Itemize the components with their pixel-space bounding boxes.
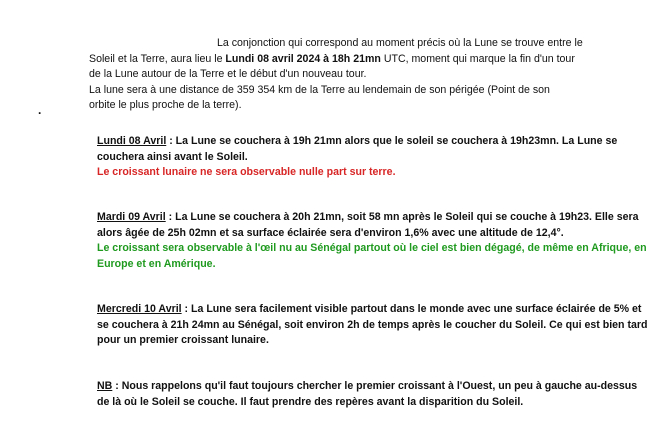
section-text: : La Lune sera facilement visible partout dans le monde avec une surface éclairée de 5% et se couchera à 21h 24mn au Sénégal, soit environ 2h de temps après le coucher du Soleil. Ce qui est bien tard pour un premier croissant lunaire.: [97, 303, 648, 346]
intro-line-4: La lune sera à une distance de 359 354 km de la Terre au lendemain de son périgée (Point de son: [89, 83, 550, 96]
intro-line-2-end: UTC, moment qui marque la fin d'un tour: [380, 52, 575, 65]
section-tuesday: [97, 210, 657, 272]
section-note-green: Le croissant sera observable à l'œil nu au Sénégal partout où le ciel est bien dégagé, de même en Afrique, en Europe et en Amérique.: [97, 242, 647, 270]
section-nb: [97, 379, 652, 410]
section-date: NB: [97, 380, 113, 392]
section-text: : La Lune se couchera à 20h 21mn, soit 58 mn après le Soleil qui se couche à 19h23. Elle sera alors âgée de 25h 02mn et sa surface éclairée sera d'environ 1,6% avec une altitude de 12,4°.: [97, 211, 639, 239]
section-date: Mardi 09 Avril: [97, 211, 166, 223]
section-note-red: Le croissant lunaire ne sera observable nulle part sur terre.: [97, 166, 396, 178]
intro-paragraph: [89, 36, 649, 114]
section-text: : La Lune se couchera à 19h 21mn alors que le soleil se couchera à 19h23mn. La Lune se couchera ainsi avant le Soleil.: [97, 135, 618, 163]
conjunction-datetime: Lundi 08 avril 2024 à 18h 21mn: [225, 52, 381, 65]
intro-line-3: de la Lune autour de la Terre et le début d'un nouveau tour.: [89, 68, 367, 80]
section-date: Mercredi 10 Avril: [97, 303, 182, 315]
intro-line-1: La conjonction qui correspond au moment précis où la Lune se trouve entre le: [217, 37, 583, 49]
section-wednesday: [97, 302, 652, 349]
intro-line-2-start: Soleil et la Terre, aura lieu le: [89, 52, 226, 65]
margin-mark: .: [38, 103, 42, 117]
section-monday: [97, 134, 657, 181]
section-date: Lundi 08 Avril: [97, 135, 167, 147]
intro-line-5: orbite le plus proche de la terre).: [89, 99, 242, 111]
section-text: : Nous rappelons qu'il faut toujours chercher le premier croissant à l'Ouest, un peu à gauche au-dessus de là où le Soleil se couche. Il faut prendre des repères avant la disparition du Soleil.: [97, 380, 638, 408]
